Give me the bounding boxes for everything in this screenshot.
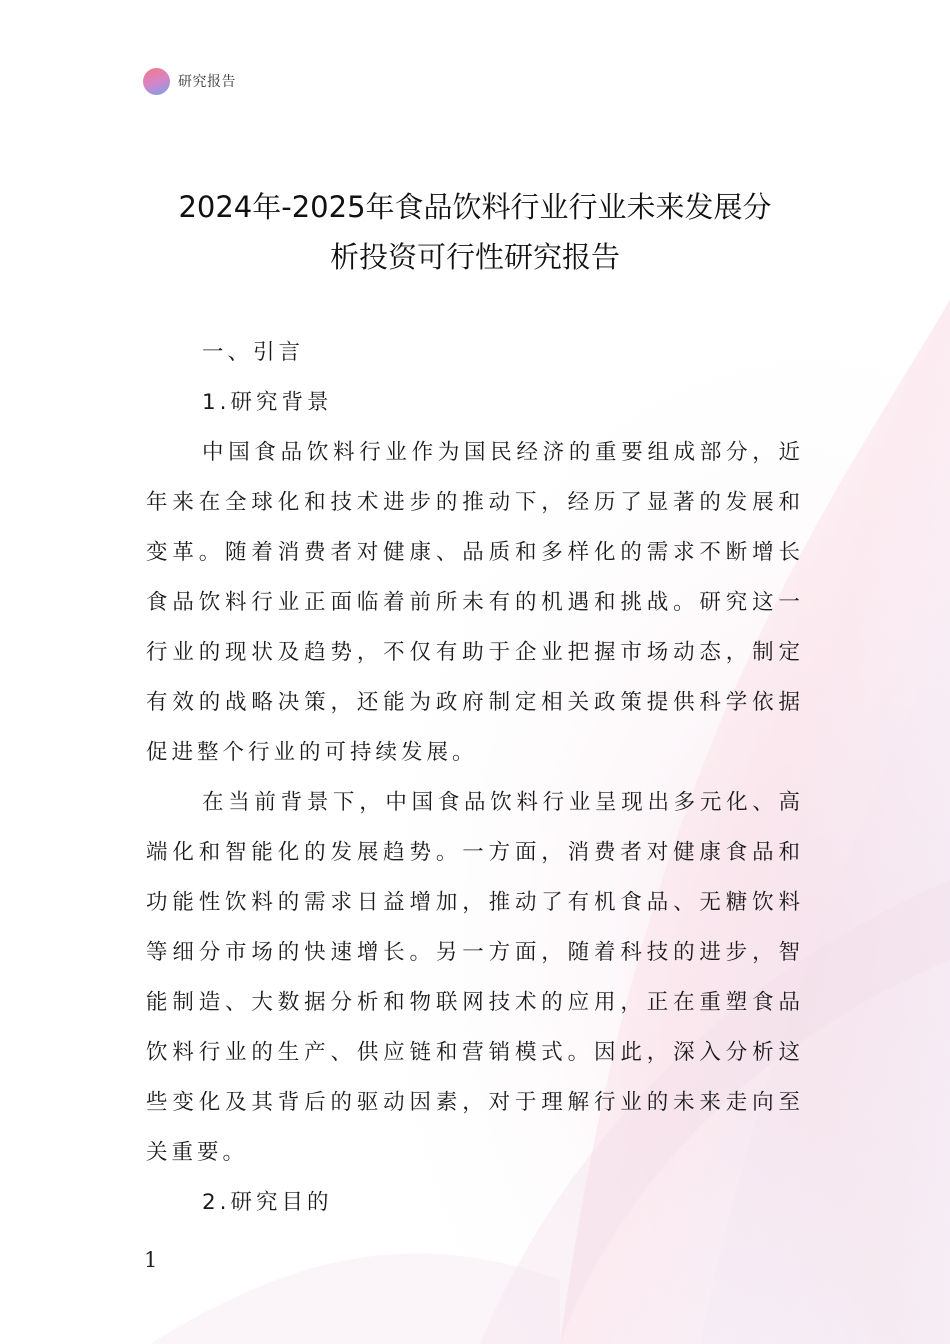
title-line-1: 2024年-2025年食品饮料行业行业未来发展分 (178, 190, 772, 224)
document-body (146, 328, 804, 1228)
paragraph-1: 中国食品饮料行业作为国民经济的重要组成部分，近年来在全球化和技术进步的推动下，经历了显著的发展和变革。随着消费者对健康、品质和多样化的需求不断增长食品饮料行业正面临着前所未有的机遇和挑战。研究这一行业的现状及趋势，不仅有助于企业把握市场动态，制定有效的战略决策，还能为政府制定相关政策提供科学依据促进整个行业的可持续发展。 (146, 440, 804, 765)
section-heading: 一、引言 (202, 340, 305, 365)
subsection-heading-1: 1.研究背景 (202, 390, 333, 415)
report-header (143, 66, 236, 96)
document-title (120, 182, 830, 282)
subsection-heading-2: 2.研究目的 (202, 1190, 333, 1215)
logo-icon (143, 68, 170, 95)
title-line-2: 析投资可行性研究报告 (329, 240, 620, 274)
header-label: 研究报告 (178, 74, 236, 90)
paragraph-2: 在当前背景下，中国食品饮料行业呈现出多元化、高端化和智能化的发展趋势。一方面，消费者对健康食品和功能性饮料的需求日益增加，推动了有机食品、无糖饮料等细分市场的快速增长。另一方面，随着科技的进步，智能制造、大数据分析和物联网技术的应用，正在重塑食品饮料行业的生产、供应链和营销模式。因此，深入分析这些变化及其背后的驱动因素，对于理解行业的未来走向至关重要。 (146, 790, 804, 1165)
page-number: 1 (144, 1248, 158, 1272)
